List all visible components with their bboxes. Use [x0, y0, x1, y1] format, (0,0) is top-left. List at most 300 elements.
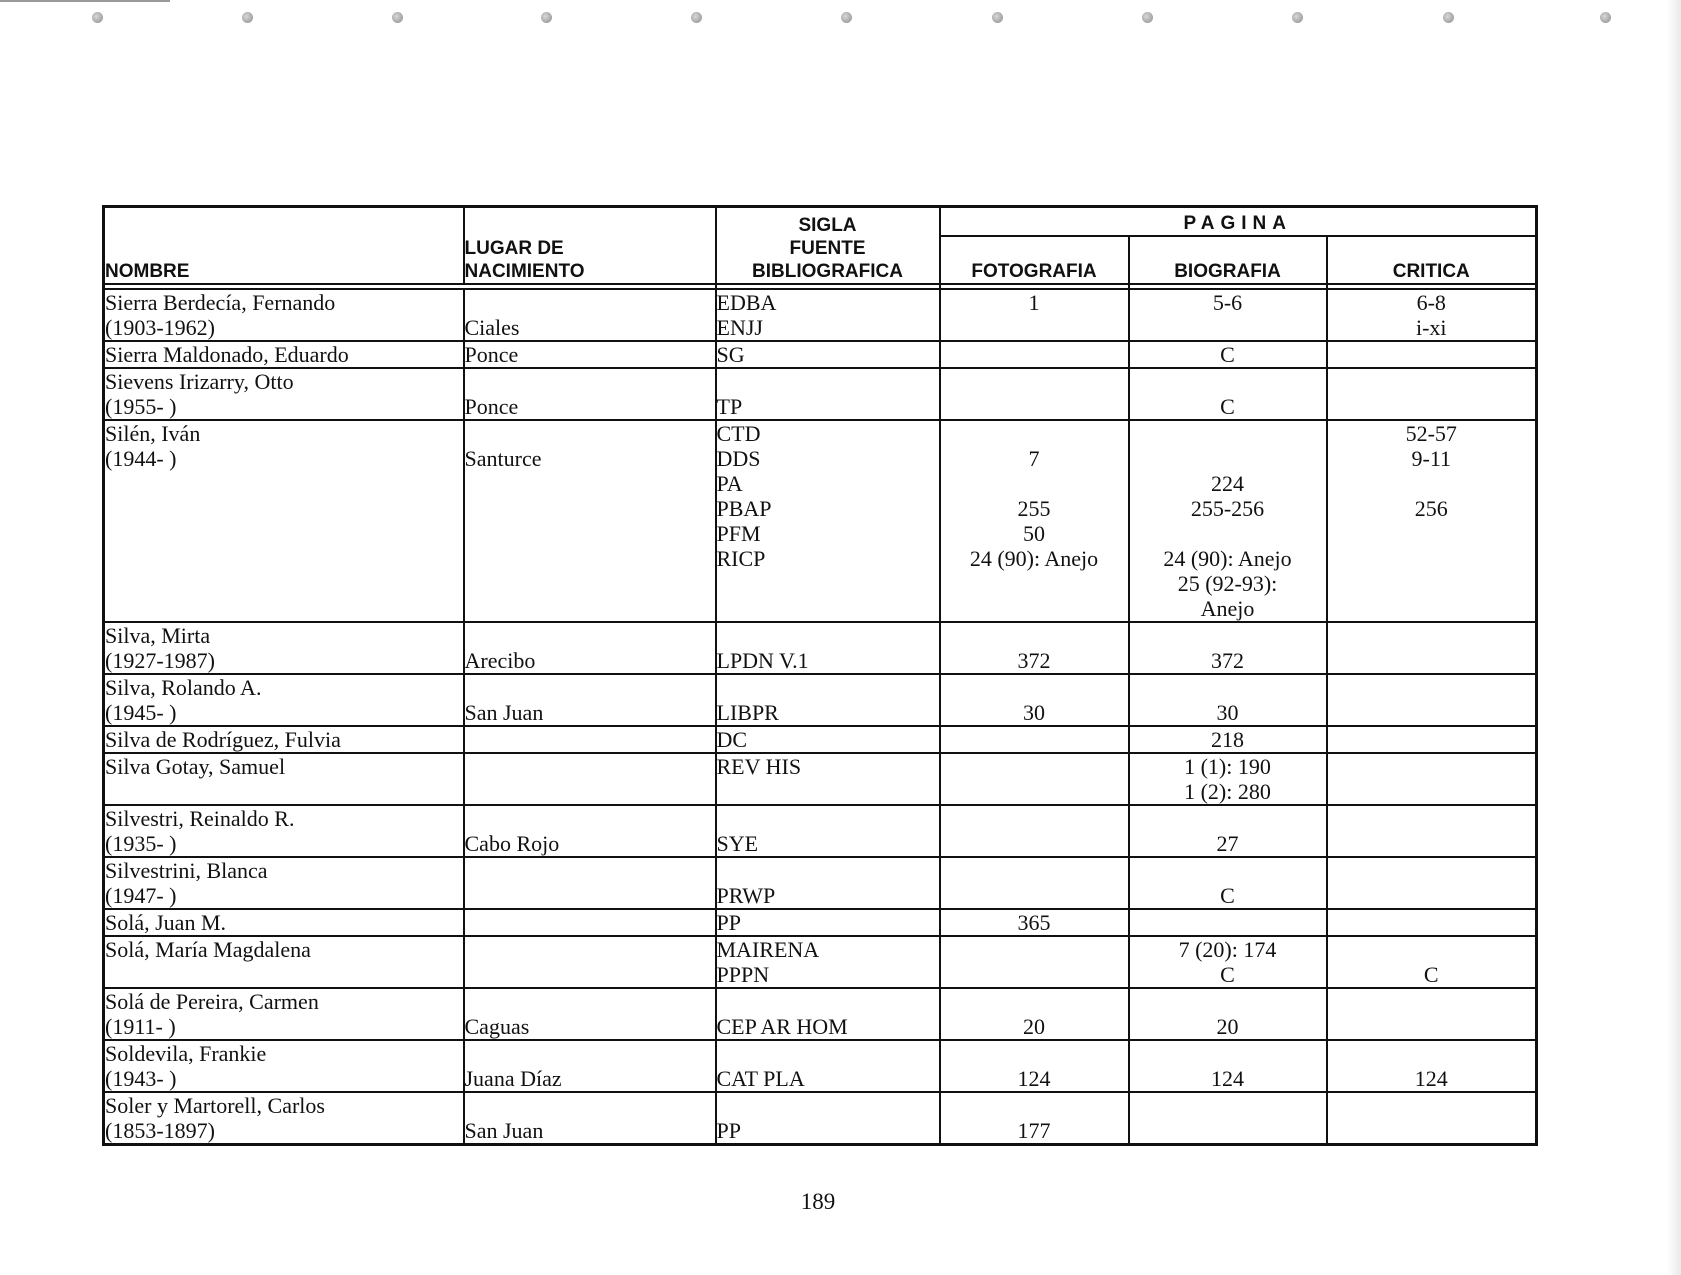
cell-line: [1328, 727, 1536, 752]
cell-line: C: [1220, 962, 1235, 987]
cell-line: 1 (1): 190: [1184, 754, 1271, 779]
cell-line: [717, 858, 939, 883]
cell-critica: [1327, 674, 1537, 726]
cell-line: [105, 496, 463, 521]
cell-line: [1130, 989, 1326, 1014]
cell-line: 7: [1028, 446, 1040, 471]
cell-line: (1943- ): [105, 1066, 177, 1091]
cell-sigla: [716, 622, 940, 674]
cell-fotografia: [940, 420, 1129, 622]
cell-line: [105, 521, 463, 546]
cell-line: SYE: [716, 831, 759, 856]
cell-line: [941, 962, 1128, 987]
cell-sigla: [716, 726, 940, 753]
cell-biografia: [1129, 988, 1327, 1040]
cell-sigla: [716, 753, 940, 805]
cell-line: [941, 937, 1128, 962]
cell-line: [1328, 471, 1536, 496]
cell-line: MAIRENA: [716, 937, 820, 962]
cell-line: 27: [1216, 831, 1239, 856]
cell-line: [465, 1093, 715, 1118]
cell-line: [1328, 883, 1536, 908]
cell-line: [941, 369, 1128, 394]
cell-line: [465, 779, 715, 804]
cell-biografia: [1129, 753, 1327, 805]
cell-line: [465, 883, 715, 908]
cell-line: 124: [1414, 1066, 1448, 1091]
cell-line: (1944- ): [105, 446, 177, 471]
cell-lugar: [464, 368, 716, 420]
cell-line: 1: [1028, 290, 1040, 315]
header-fotografia: FOTOGRAFIA: [940, 236, 1129, 284]
cell-line: [465, 754, 715, 779]
cell-line: [1130, 910, 1326, 935]
cell-line: San Juan: [464, 1118, 544, 1143]
cell-line: [1130, 446, 1326, 471]
cell-line: [105, 471, 463, 496]
cell-line: Silén, Iván: [105, 421, 201, 446]
cell-line: Silva de Rodríguez, Fulvia: [105, 727, 341, 752]
cell-line: (1955- ): [105, 394, 177, 419]
cell-line: PPPN: [716, 962, 770, 987]
cell-line: [717, 623, 939, 648]
table-row: [104, 622, 1537, 674]
cell-fotografia: [940, 726, 1129, 753]
cell-line: PRWP: [716, 883, 776, 908]
cell-critica: [1327, 805, 1537, 857]
cell-line: [105, 596, 463, 621]
cell-line: [465, 727, 715, 752]
cell-biografia: [1129, 1092, 1327, 1145]
cell-biografia: [1129, 420, 1327, 622]
cell-line: REV HIS: [716, 754, 802, 779]
cell-line: 20: [1023, 1014, 1045, 1039]
header-nombre: NOMBRE: [104, 207, 464, 285]
cell-critica: [1327, 368, 1537, 420]
cell-line: [941, 1041, 1128, 1066]
cell-line: 24 (90): Anejo: [1163, 546, 1292, 571]
cell-line: [1328, 571, 1536, 596]
cell-lugar: [464, 289, 716, 341]
cell-line: [941, 675, 1128, 700]
table-row: [104, 936, 1537, 988]
cell-biografia: [1129, 622, 1327, 674]
cell-line: [465, 421, 715, 446]
cell-line: 256: [1414, 496, 1448, 521]
cell-line: [1328, 754, 1536, 779]
cell-line: (1947- ): [105, 883, 177, 908]
cell-line: RICP: [716, 546, 766, 571]
cell-sigla: [716, 341, 940, 368]
cell-line: 365: [1017, 910, 1051, 935]
cell-line: [465, 806, 715, 831]
cell-line: San Juan: [464, 700, 544, 725]
cell-line: 7 (20): 174: [1178, 937, 1277, 962]
table-row: [104, 1092, 1537, 1145]
cell-fotografia: [940, 368, 1129, 420]
cell-line: C: [1423, 962, 1439, 987]
header-pagina: PAGINA: [940, 207, 1537, 237]
scan-edge-line: [0, 0, 170, 2]
cell-line: [1130, 1118, 1326, 1143]
cell-nombre: [104, 289, 464, 341]
cell-line: [1328, 910, 1536, 935]
cell-line: 372: [1211, 648, 1244, 673]
cell-fotografia: [940, 1040, 1129, 1092]
cell-line: Caguas: [464, 1014, 530, 1039]
cell-line: [1328, 1041, 1536, 1066]
cell-fotografia: [940, 289, 1129, 341]
cell-line: (1911- ): [105, 1014, 176, 1039]
cell-lugar: [464, 622, 716, 674]
cell-critica: [1327, 857, 1537, 909]
cell-line: [1328, 989, 1536, 1014]
cell-line: [105, 546, 463, 571]
cell-nombre: [104, 341, 464, 368]
cell-line: 9-11: [1411, 446, 1452, 471]
cell-sigla: [716, 988, 940, 1040]
cell-line: Solá, María Magdalena: [105, 937, 311, 962]
cell-line: [941, 394, 1128, 419]
binder-hole: [992, 12, 1003, 23]
header-biografia: BIOGRAFIA: [1129, 236, 1327, 284]
cell-line: [1328, 521, 1536, 546]
cell-fotografia: [940, 1092, 1129, 1145]
cell-biografia: [1129, 674, 1327, 726]
cell-sigla: [716, 1092, 940, 1145]
cell-line: [941, 571, 1128, 596]
cell-line: [105, 962, 463, 987]
table-row: [104, 368, 1537, 420]
cell-line: 177: [1017, 1118, 1051, 1143]
cell-line: Cabo Rojo: [464, 831, 560, 856]
cell-biografia: [1129, 289, 1327, 341]
cell-line: TP: [716, 394, 743, 419]
cell-line: 255-256: [1190, 496, 1265, 521]
cell-biografia: [1129, 936, 1327, 988]
cell-line: 372: [1017, 648, 1051, 673]
cell-fotografia: [940, 753, 1129, 805]
cell-line: (1935- ): [105, 831, 177, 856]
cell-line: [465, 1041, 715, 1066]
table-row: [104, 726, 1537, 753]
cell-line: Arecibo: [464, 648, 536, 673]
cell-line: [465, 858, 715, 883]
cell-line: [1328, 779, 1536, 804]
cell-nombre: [104, 1040, 464, 1092]
cell-line: Solá de Pereira, Carmen: [105, 989, 319, 1014]
cell-line: 6-8: [1416, 290, 1446, 315]
cell-line: C: [1220, 883, 1235, 908]
cell-nombre: [104, 726, 464, 753]
cell-biografia: [1129, 1040, 1327, 1092]
table-row: [104, 1040, 1537, 1092]
cell-line: DDS: [716, 446, 761, 471]
cell-fotografia: [940, 622, 1129, 674]
cell-line: Santurce: [464, 446, 542, 471]
cell-line: (1945- ): [105, 700, 177, 725]
cell-line: Solá, Juan M.: [105, 910, 226, 935]
cell-line: CAT PLA: [716, 1066, 805, 1091]
cell-lugar: [464, 674, 716, 726]
cell-sigla: [716, 420, 940, 622]
cell-nombre: [104, 622, 464, 674]
cell-line: EDBA: [716, 290, 777, 315]
cell-line: 50: [1023, 521, 1045, 546]
cell-line: PFM: [716, 521, 761, 546]
cell-biografia: [1129, 857, 1327, 909]
cell-line: PP: [716, 1118, 741, 1143]
binder-hole: [691, 12, 702, 23]
cell-nombre: [104, 988, 464, 1040]
cell-lugar: [464, 909, 716, 936]
cell-line: [941, 421, 1128, 446]
cell-line: [941, 727, 1128, 752]
cell-line: [465, 962, 715, 987]
cell-lugar: [464, 753, 716, 805]
cell-lugar: [464, 936, 716, 988]
cell-line: [465, 496, 715, 521]
cell-line: [465, 369, 715, 394]
cell-line: Silva Gotay, Samuel: [105, 754, 286, 779]
binder-holes: [0, 8, 1681, 28]
cell-line: Silvestrini, Blanca: [105, 858, 268, 883]
cell-line: [941, 623, 1128, 648]
binder-hole: [242, 12, 253, 23]
cell-line: [465, 910, 715, 935]
cell-line: Soler y Martorell, Carlos: [105, 1093, 325, 1118]
cell-fotografia: [940, 988, 1129, 1040]
cell-lugar: [464, 341, 716, 368]
cell-line: [941, 806, 1128, 831]
binder-hole: [1292, 12, 1303, 23]
table-row: [104, 753, 1537, 805]
cell-line: (1903-1962): [105, 315, 215, 340]
table-row: [104, 909, 1537, 936]
binder-hole: [1142, 12, 1153, 23]
cell-line: [717, 806, 939, 831]
table-row: [104, 674, 1537, 726]
cell-line: [1328, 1093, 1536, 1118]
cell-line: Ponce: [464, 394, 519, 419]
cell-line: 30: [1216, 700, 1239, 725]
cell-line: C: [1220, 342, 1235, 367]
cell-critica: [1327, 726, 1537, 753]
cell-line: [465, 546, 715, 571]
cell-line: [717, 1041, 939, 1066]
table-body: [104, 289, 1537, 1145]
cell-line: [941, 858, 1128, 883]
cell-fotografia: [940, 341, 1129, 368]
cell-line: [717, 675, 939, 700]
cell-line: [1130, 1041, 1326, 1066]
cell-biografia: [1129, 726, 1327, 753]
cell-line: Ponce: [464, 342, 519, 367]
cell-line: [465, 989, 715, 1014]
cell-line: C: [1220, 394, 1235, 419]
binder-hole: [841, 12, 852, 23]
cell-lugar: [464, 726, 716, 753]
cell-line: 124: [1017, 1066, 1051, 1091]
cell-line: Silva, Mirta: [105, 623, 211, 648]
cell-line: ENJJ: [716, 315, 763, 340]
cell-line: DC: [716, 727, 748, 752]
cell-biografia: [1129, 341, 1327, 368]
cell-fotografia: [940, 805, 1129, 857]
cell-sigla: [716, 936, 940, 988]
cell-line: [1130, 521, 1326, 546]
cell-line: CTD: [716, 421, 761, 446]
cell-critica: [1327, 1092, 1537, 1145]
cell-sigla: [716, 805, 940, 857]
cell-line: LPDN V.1: [716, 648, 809, 673]
cell-line: 30: [1023, 700, 1045, 725]
cell-line: [941, 779, 1128, 804]
cell-nombre: [104, 805, 464, 857]
cell-line: Sierra Berdecía, Fernando: [105, 290, 336, 315]
cell-line: [1328, 700, 1536, 725]
cell-critica: [1327, 1040, 1537, 1092]
cell-line: [717, 369, 939, 394]
cell-line: 5-6: [1212, 290, 1243, 315]
page-edge-shadow: [1667, 0, 1681, 1275]
cell-line: [1328, 342, 1536, 367]
cell-sigla: [716, 289, 940, 341]
cell-line: Anejo: [1200, 596, 1255, 621]
cell-line: [1130, 1093, 1326, 1118]
binder-hole: [1443, 12, 1454, 23]
binder-hole: [1600, 12, 1611, 23]
cell-line: [717, 779, 939, 804]
header-critica: CRITICA: [1327, 236, 1537, 284]
cell-line: Silva, Rolando A.: [105, 675, 262, 700]
cell-line: [1328, 596, 1536, 621]
binder-hole: [92, 12, 103, 23]
cell-critica: [1327, 420, 1537, 622]
table-row: [104, 289, 1537, 341]
cell-biografia: [1129, 909, 1327, 936]
table-row: [104, 857, 1537, 909]
cell-line: Sierra Maldonado, Eduardo: [105, 342, 349, 367]
cell-line: [105, 571, 463, 596]
table-row: [104, 988, 1537, 1040]
cell-nombre: [104, 857, 464, 909]
cell-line: [941, 1093, 1128, 1118]
cell-line: 52-57: [1405, 421, 1457, 446]
cell-line: [1328, 394, 1536, 419]
cell-biografia: [1129, 368, 1327, 420]
cell-critica: [1327, 909, 1537, 936]
cell-line: 24 (90): Anejo: [969, 546, 1099, 571]
cell-nombre: [104, 674, 464, 726]
cell-line: [465, 471, 715, 496]
cell-sigla: [716, 857, 940, 909]
cell-line: [941, 315, 1128, 340]
cell-nombre: [104, 368, 464, 420]
cell-critica: [1327, 936, 1537, 988]
cell-line: 1 (2): 280: [1184, 779, 1271, 804]
cell-line: [465, 675, 715, 700]
cell-line: [1328, 937, 1536, 962]
cell-lugar: [464, 805, 716, 857]
cell-nombre: [104, 1092, 464, 1145]
cell-line: PP: [716, 910, 741, 935]
cell-line: [1130, 675, 1326, 700]
cell-lugar: [464, 1092, 716, 1145]
cell-line: 224: [1211, 471, 1244, 496]
cell-critica: [1327, 988, 1537, 1040]
cell-line: [717, 571, 939, 596]
cell-line: [105, 779, 463, 804]
cell-nombre: [104, 936, 464, 988]
cell-nombre: [104, 420, 464, 622]
cell-line: [465, 937, 715, 962]
cell-line: Juana Díaz: [464, 1066, 562, 1091]
cell-line: 20: [1216, 1014, 1239, 1039]
cell-line: [941, 831, 1128, 856]
cell-line: [717, 1093, 939, 1118]
cell-line: PBAP: [716, 496, 772, 521]
cell-nombre: [104, 753, 464, 805]
cell-line: CEP AR HOM: [716, 1014, 848, 1039]
cell-line: [1328, 546, 1536, 571]
cell-line: 218: [1211, 727, 1244, 752]
cell-line: [1130, 623, 1326, 648]
table-row: [104, 420, 1537, 622]
table-row: [104, 805, 1537, 857]
cell-line: Silvestri, Reinaldo R.: [105, 806, 295, 831]
cell-line: [941, 342, 1128, 367]
cell-sigla: [716, 368, 940, 420]
cell-line: Soldevila, Frankie: [105, 1041, 267, 1066]
header-sigla-fuente: SIGLA FUENTE BIBLIOGRAFICA: [716, 207, 940, 285]
cell-line: [465, 571, 715, 596]
cell-line: [1328, 806, 1536, 831]
cell-biografia: [1129, 805, 1327, 857]
cell-lugar: [464, 1040, 716, 1092]
cell-line: [465, 521, 715, 546]
binder-hole: [541, 12, 552, 23]
cell-fotografia: [940, 857, 1129, 909]
cell-line: (1927-1987): [105, 648, 215, 673]
cell-critica: [1327, 289, 1537, 341]
cell-line: [1130, 421, 1326, 446]
cell-line: [465, 596, 715, 621]
cell-critica: [1327, 622, 1537, 674]
cell-line: [1130, 858, 1326, 883]
cell-line: [1328, 1014, 1536, 1039]
cell-line: [1130, 315, 1326, 340]
cell-line: [1328, 675, 1536, 700]
cell-line: [717, 989, 939, 1014]
cell-lugar: [464, 988, 716, 1040]
cell-line: LIBPR: [716, 700, 779, 725]
cell-fotografia: [940, 674, 1129, 726]
cell-line: [1328, 1118, 1536, 1143]
cell-critica: [1327, 341, 1537, 368]
cell-line: (1853-1897): [105, 1118, 215, 1143]
cell-line: [717, 596, 939, 621]
cell-nombre: [104, 909, 464, 936]
table-row: [104, 341, 1537, 368]
cell-line: Sievens Irizarry, Otto: [105, 369, 294, 394]
page-number: 189: [800, 1189, 836, 1214]
cell-line: [1328, 648, 1536, 673]
cell-line: Ciales: [464, 315, 520, 340]
cell-sigla: [716, 1040, 940, 1092]
cell-line: [1130, 369, 1326, 394]
cell-line: PA: [716, 471, 743, 496]
